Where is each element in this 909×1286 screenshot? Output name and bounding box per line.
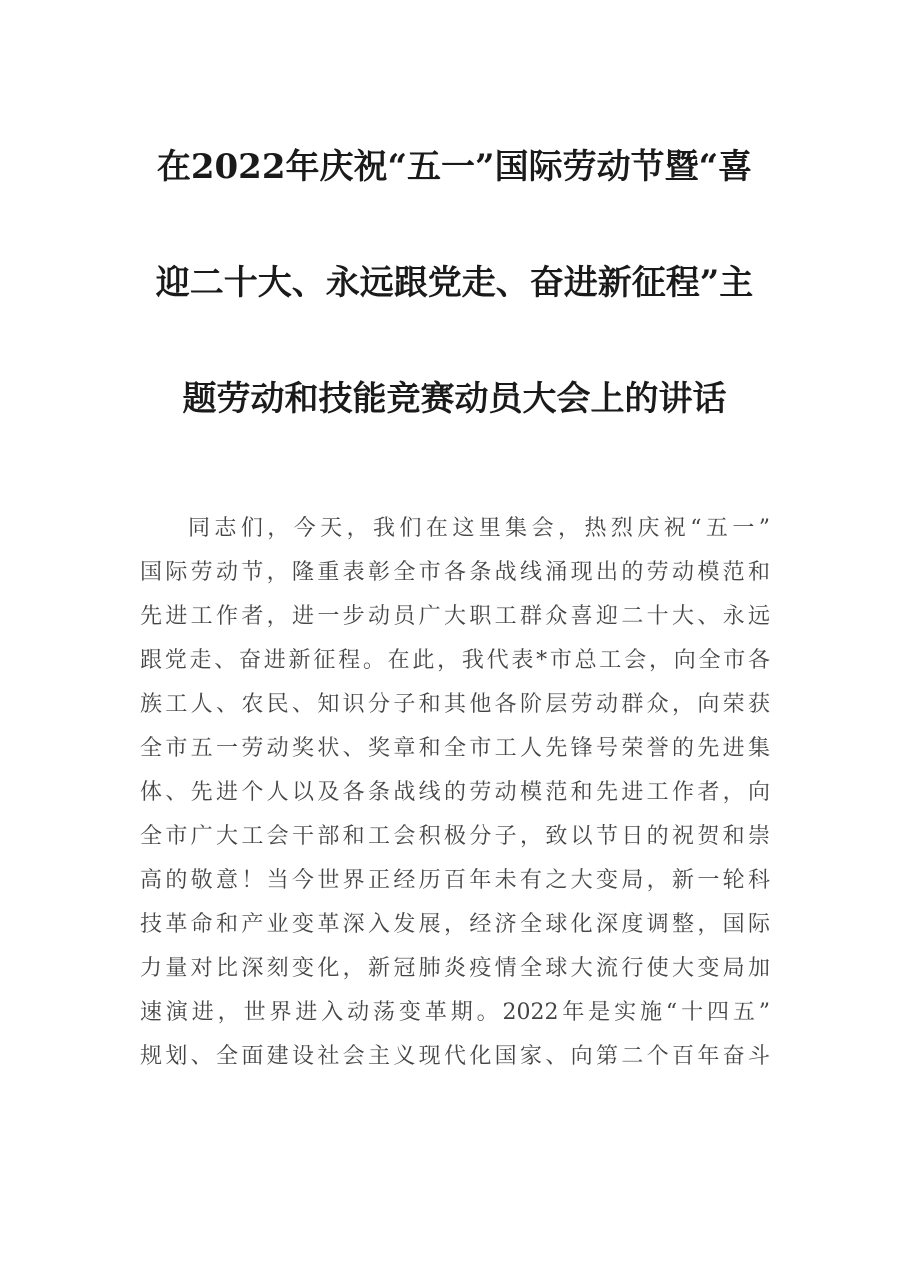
body-line-3: 先进工作者，进一步动员广大职工群众喜迎二十大、永远 bbox=[140, 604, 770, 629]
title-line-2: 迎二十大、永远跟党走、奋进新征程”主 bbox=[155, 263, 754, 303]
body-line-12: 速演进，世界进入动荡变革期。2022年是实施“十四五” bbox=[140, 1000, 770, 1025]
title-line-1: 在2022年庆祝“五一”国际劳动节暨“喜 bbox=[156, 147, 753, 187]
body-line-5: 族工人、农民、知识分子和其他各阶层劳动群众，向荣获 bbox=[140, 692, 770, 717]
body-line-13: 规划、全面建设社会主义现代化国家、向第二个百年奋斗 bbox=[140, 1044, 770, 1069]
body-line-1: 同志们，今天，我们在这里集会，热烈庆祝“五一” bbox=[188, 516, 770, 541]
document-body bbox=[140, 507, 770, 1079]
title-line-3: 题劳动和技能竞赛动员大会上的讲话 bbox=[182, 379, 727, 419]
body-line-4: 跟党走、奋进新征程。在此，我代表*市总工会，向全市各 bbox=[140, 648, 770, 673]
body-line-10: 技革命和产业变革深入发展，经济全球化深度调整，国际 bbox=[140, 912, 770, 937]
body-line-7: 体、先进个人以及各条战线的劳动模范和先进工作者，向 bbox=[140, 780, 770, 805]
body-line-11: 力量对比深刻变化，新冠肺炎疫情全球大流行使大变局加 bbox=[140, 956, 770, 981]
body-line-2: 国际劳动节，隆重表彰全市各条战线涌现出的劳动模范和 bbox=[140, 560, 770, 585]
document-title bbox=[0, 138, 909, 486]
body-line-8: 全市广大工会干部和工会积极分子，致以节日的祝贺和崇 bbox=[140, 824, 770, 849]
body-line-9: 高的敬意！当今世界正经历百年未有之大变局，新一轮科 bbox=[140, 868, 770, 893]
body-line-6: 全市五一劳动奖状、奖章和全市工人先锋号荣誉的先进集 bbox=[140, 736, 770, 761]
